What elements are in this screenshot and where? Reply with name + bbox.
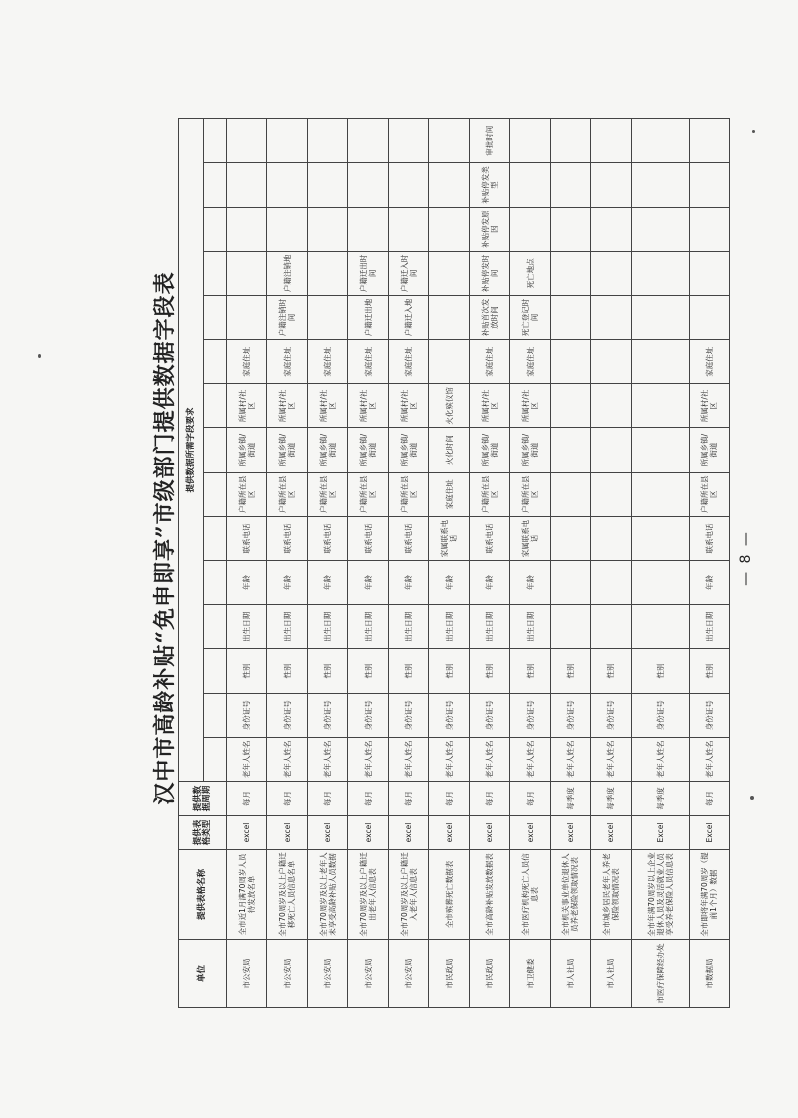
cell-field — [550, 605, 590, 649]
cell-period: 每月 — [510, 782, 550, 816]
cell-period: 每月 — [307, 782, 347, 816]
header-fields-group: 提供数据所需字段要求 — [179, 119, 204, 782]
cell-field: 出生日期 — [510, 605, 550, 649]
table-row — [429, 119, 469, 1008]
cell-period: 每月 — [388, 782, 428, 816]
cell-field — [591, 119, 631, 163]
cell-field — [227, 119, 267, 163]
cell-field: 户籍所在县区 — [689, 472, 730, 516]
cell-field: 所属乡镇/街道 — [267, 428, 307, 472]
cell-form-name: 全市70周岁及以上户籍迁入老年人信息表 — [388, 850, 428, 940]
cell-field: 户籍迁入时间 — [388, 251, 428, 295]
cell-field: 审批时间 — [469, 119, 509, 163]
cell-field — [631, 561, 689, 605]
cell-field: 所属乡镇/街道 — [469, 428, 509, 472]
cell-field: 所属乡镇/街道 — [348, 428, 388, 472]
cell-field — [307, 251, 347, 295]
cell-field — [550, 561, 590, 605]
table-row — [348, 119, 388, 1008]
cell-field — [550, 207, 590, 251]
cell-field: 户籍所在县区 — [510, 472, 550, 516]
cell-field: 家庭住址 — [689, 340, 730, 384]
cell-field — [307, 207, 347, 251]
scan-speck — [38, 354, 41, 358]
cell-field: 身份证号 — [550, 693, 590, 737]
header-blank — [204, 693, 227, 737]
cell-field: 火化殡仪馆 — [429, 384, 469, 428]
cell-field: 老年人姓名 — [689, 737, 730, 781]
cell-field: 死亡登记时间 — [510, 295, 550, 339]
cell-field — [550, 295, 590, 339]
cell-field: 户籍所在县区 — [348, 472, 388, 516]
cell-field: 家庭住址 — [267, 340, 307, 384]
cell-field: 户籍所在县区 — [388, 472, 428, 516]
cell-field — [591, 163, 631, 207]
cell-field: 家庭住址 — [429, 472, 469, 516]
cell-field — [510, 207, 550, 251]
cell-field: 出生日期 — [469, 605, 509, 649]
cell-field — [267, 207, 307, 251]
cell-field: 出生日期 — [689, 605, 730, 649]
cell-field: 性别 — [550, 649, 590, 693]
cell-form-type: Excel — [689, 816, 730, 850]
header-blank — [204, 605, 227, 649]
cell-field: 身份证号 — [348, 693, 388, 737]
cell-field: 性别 — [429, 649, 469, 693]
header-blank — [204, 428, 227, 472]
cell-form-type: Excel — [631, 816, 689, 850]
scan-speck — [752, 130, 755, 133]
cell-field: 年龄 — [227, 561, 267, 605]
table-row — [469, 119, 509, 1008]
header-blank — [204, 119, 227, 163]
cell-field: 联系电话 — [689, 516, 730, 560]
cell-field: 家庭住址 — [348, 340, 388, 384]
cell-field: 户籍所在县区 — [307, 472, 347, 516]
cell-field — [429, 251, 469, 295]
cell-field — [388, 207, 428, 251]
cell-field: 老年人姓名 — [348, 737, 388, 781]
header-blank — [204, 737, 227, 781]
cell-field — [550, 428, 590, 472]
cell-field: 所属村/社区 — [689, 384, 730, 428]
cell-field — [550, 251, 590, 295]
cell-field — [307, 295, 347, 339]
cell-field — [631, 384, 689, 428]
cell-field: 家庭住址 — [510, 340, 550, 384]
table-row — [267, 119, 307, 1008]
header-period: 提供数据周期 — [179, 782, 227, 816]
cell-field: 老年人姓名 — [388, 737, 428, 781]
header-blank — [204, 472, 227, 516]
header-blank — [204, 649, 227, 693]
header-blank — [204, 207, 227, 251]
cell-form-type: excel — [510, 816, 550, 850]
cell-field: 老年人姓名 — [591, 737, 631, 781]
cell-field: 所属村/社区 — [348, 384, 388, 428]
header-blank — [204, 251, 227, 295]
cell-field: 家庭住址 — [227, 340, 267, 384]
cell-form-type: excel — [388, 816, 428, 850]
cell-form-name: 全市高龄补贴发放数据表 — [469, 850, 509, 940]
cell-field: 户籍迁出时间 — [348, 251, 388, 295]
cell-unit: 市公安局 — [267, 940, 307, 1008]
cell-field — [631, 295, 689, 339]
cell-field: 身份证号 — [631, 693, 689, 737]
cell-field: 所属村/社区 — [267, 384, 307, 428]
cell-field — [348, 163, 388, 207]
cell-form-name: 全市殡葬死亡数据表 — [429, 850, 469, 940]
cell-field: 所属村/社区 — [469, 384, 509, 428]
cell-field — [689, 251, 730, 295]
cell-field: 性别 — [631, 649, 689, 693]
cell-field: 老年人姓名 — [510, 737, 550, 781]
scan-speck — [750, 796, 754, 800]
cell-field — [689, 207, 730, 251]
cell-form-type: excel — [550, 816, 590, 850]
cell-period: 每月 — [227, 782, 267, 816]
cell-field — [689, 163, 730, 207]
cell-field: 联系电话 — [388, 516, 428, 560]
cell-field — [591, 207, 631, 251]
table-row — [689, 119, 730, 1008]
cell-field: 性别 — [227, 649, 267, 693]
cell-field — [510, 119, 550, 163]
cell-field — [689, 119, 730, 163]
cell-field: 家属联系电话 — [429, 516, 469, 560]
cell-field: 户籍注销时间 — [267, 295, 307, 339]
cell-period: 每月 — [469, 782, 509, 816]
cell-field: 户籍所在县区 — [267, 472, 307, 516]
cell-field: 出生日期 — [307, 605, 347, 649]
cell-form-type: excel — [348, 816, 388, 850]
cell-form-type: excel — [307, 816, 347, 850]
cell-form-name: 全市年满70周岁以上企业退休人员及灵活就业人员享受养老保险人员信息表 — [631, 850, 689, 940]
cell-form-type: excel — [267, 816, 307, 850]
cell-field — [591, 428, 631, 472]
cell-field — [550, 516, 590, 560]
cell-field — [550, 384, 590, 428]
cell-field: 户籍所在县区 — [469, 472, 509, 516]
cell-form-type: excel — [591, 816, 631, 850]
cell-field: 所属乡镇/街道 — [689, 428, 730, 472]
cell-form-name: 全市即将年满70周岁（提前1个月）数据 — [689, 850, 730, 940]
cell-field: 家属联系电话 — [510, 516, 550, 560]
data-fields-table — [178, 118, 730, 1008]
cell-field: 所属村/社区 — [227, 384, 267, 428]
table-row — [631, 119, 689, 1008]
cell-field — [227, 163, 267, 207]
cell-field — [631, 340, 689, 384]
cell-field: 死亡地点 — [510, 251, 550, 295]
header-blank — [204, 384, 227, 428]
header-blank — [204, 516, 227, 560]
cell-field — [591, 384, 631, 428]
cell-field: 年龄 — [469, 561, 509, 605]
cell-field — [429, 207, 469, 251]
cell-unit: 市数据局 — [689, 940, 730, 1008]
table-row — [307, 119, 347, 1008]
header-form-name: 提供表格名称 — [179, 850, 227, 940]
cell-field: 性别 — [591, 649, 631, 693]
header-blank — [204, 561, 227, 605]
cell-field: 联系电话 — [469, 516, 509, 560]
cell-field: 补贴停发类型 — [469, 163, 509, 207]
cell-field: 老年人姓名 — [267, 737, 307, 781]
page-number: — 8 — — [738, 530, 754, 586]
cell-field: 联系电话 — [267, 516, 307, 560]
cell-field: 性别 — [510, 649, 550, 693]
cell-field — [307, 119, 347, 163]
cell-field: 老年人姓名 — [469, 737, 509, 781]
cell-field: 所属村/社区 — [510, 384, 550, 428]
cell-field — [429, 340, 469, 384]
cell-form-name: 全市城乡居民老年人养老保险领取情况表 — [591, 850, 631, 940]
cell-field: 身份证号 — [469, 693, 509, 737]
cell-field — [591, 472, 631, 516]
cell-field: 年龄 — [689, 561, 730, 605]
cell-form-name: 全市70周岁及以上户籍迁出老年人信息表 — [348, 850, 388, 940]
cell-unit: 市公安局 — [307, 940, 347, 1008]
cell-field — [429, 163, 469, 207]
cell-field: 联系电话 — [348, 516, 388, 560]
cell-field: 所属村/社区 — [307, 384, 347, 428]
cell-field: 年龄 — [307, 561, 347, 605]
cell-form-name: 全市近1月满70周岁人员待发放名单 — [227, 850, 267, 940]
cell-period: 每季度 — [591, 782, 631, 816]
cell-field: 性别 — [689, 649, 730, 693]
cell-field — [591, 295, 631, 339]
cell-form-name: 全市机关事业单位退休人员养老保险领取情况表 — [550, 850, 590, 940]
cell-unit: 市公安局 — [227, 940, 267, 1008]
cell-unit: 市人社局 — [591, 940, 631, 1008]
cell-form-name: 全市70周岁及以上户籍迁移死亡人员信息名单 — [267, 850, 307, 940]
cell-field: 性别 — [348, 649, 388, 693]
cell-period: 每月 — [348, 782, 388, 816]
cell-field: 年龄 — [388, 561, 428, 605]
cell-field — [631, 119, 689, 163]
cell-period: 每季度 — [550, 782, 590, 816]
cell-form-type: excel — [429, 816, 469, 850]
cell-field — [631, 516, 689, 560]
cell-field: 联系电话 — [307, 516, 347, 560]
cell-field — [307, 163, 347, 207]
cell-field: 老年人姓名 — [550, 737, 590, 781]
cell-field: 所属乡镇/街道 — [307, 428, 347, 472]
cell-field — [510, 163, 550, 207]
cell-form-name: 全市70周岁及以上老年人未享受高龄补贴人员数据 — [307, 850, 347, 940]
cell-field: 所属乡镇/街道 — [227, 428, 267, 472]
cell-field — [388, 163, 428, 207]
cell-field — [591, 340, 631, 384]
cell-field — [550, 119, 590, 163]
cell-field — [591, 605, 631, 649]
cell-field: 性别 — [388, 649, 428, 693]
cell-field: 所属乡镇/街道 — [510, 428, 550, 472]
cell-field: 出生日期 — [267, 605, 307, 649]
cell-field: 身份证号 — [388, 693, 428, 737]
cell-field: 所属村/社区 — [388, 384, 428, 428]
cell-unit: 市医疗保障经办处 — [631, 940, 689, 1008]
cell-unit: 市公安局 — [348, 940, 388, 1008]
cell-field: 性别 — [469, 649, 509, 693]
cell-field — [388, 119, 428, 163]
cell-field — [631, 207, 689, 251]
header-blank — [204, 295, 227, 339]
cell-period: 每月 — [267, 782, 307, 816]
cell-field — [227, 251, 267, 295]
table-row — [227, 119, 267, 1008]
cell-field: 补贴停发原因 — [469, 207, 509, 251]
cell-field: 老年人姓名 — [307, 737, 347, 781]
cell-field — [348, 207, 388, 251]
cell-field — [631, 605, 689, 649]
cell-field: 户籍注销地 — [267, 251, 307, 295]
cell-field: 年龄 — [348, 561, 388, 605]
cell-field — [631, 163, 689, 207]
cell-period: 每月 — [429, 782, 469, 816]
cell-unit: 市公安局 — [388, 940, 428, 1008]
cell-field — [550, 163, 590, 207]
cell-field: 户籍所在县区 — [227, 472, 267, 516]
cell-field: 出生日期 — [388, 605, 428, 649]
cell-field — [631, 472, 689, 516]
cell-field: 性别 — [267, 649, 307, 693]
cell-unit: 市人社局 — [550, 940, 590, 1008]
cell-unit: 市民政局 — [429, 940, 469, 1008]
cell-field — [348, 119, 388, 163]
cell-period: 每季度 — [631, 782, 689, 816]
cell-form-type: excel — [469, 816, 509, 850]
cell-field: 火化时间 — [429, 428, 469, 472]
table-row — [388, 119, 428, 1008]
cell-field — [591, 561, 631, 605]
cell-field: 出生日期 — [429, 605, 469, 649]
page-title: 汉中市高龄补贴“免申即享”市级部门提供数据字段表 — [152, 271, 178, 805]
cell-form-type: excel — [227, 816, 267, 850]
cell-field — [550, 472, 590, 516]
cell-field — [267, 163, 307, 207]
cell-field: 老年人姓名 — [631, 737, 689, 781]
cell-field — [631, 428, 689, 472]
header-form-type: 提供表格类型 — [179, 816, 227, 850]
cell-field: 年龄 — [510, 561, 550, 605]
cell-field: 补贴停发时间 — [469, 251, 509, 295]
cell-field — [227, 295, 267, 339]
cell-field — [591, 516, 631, 560]
cell-field: 身份证号 — [307, 693, 347, 737]
cell-field: 身份证号 — [429, 693, 469, 737]
header-blank — [204, 340, 227, 384]
cell-field: 老年人姓名 — [429, 737, 469, 781]
table-row — [591, 119, 631, 1008]
cell-field: 家庭住址 — [307, 340, 347, 384]
cell-field — [267, 119, 307, 163]
cell-field — [429, 119, 469, 163]
table-row — [510, 119, 550, 1008]
cell-unit: 市卫健委 — [510, 940, 550, 1008]
table-row — [550, 119, 590, 1008]
cell-field: 出生日期 — [348, 605, 388, 649]
cell-field: 出生日期 — [227, 605, 267, 649]
cell-field: 性别 — [307, 649, 347, 693]
cell-field: 补贴首次发放时间 — [469, 295, 509, 339]
cell-field: 身份证号 — [510, 693, 550, 737]
header-unit: 单位 — [179, 940, 227, 1008]
cell-period: 每月 — [689, 782, 730, 816]
cell-field — [429, 295, 469, 339]
header-blank — [204, 163, 227, 207]
cell-field: 身份证号 — [227, 693, 267, 737]
cell-form-name: 全市医疗机构死亡人员信息表 — [510, 850, 550, 940]
cell-field: 年龄 — [267, 561, 307, 605]
cell-field: 户籍迁出地 — [348, 295, 388, 339]
cell-field: 身份证号 — [591, 693, 631, 737]
cell-field — [227, 207, 267, 251]
cell-field: 家庭住址 — [469, 340, 509, 384]
cell-field: 身份证号 — [267, 693, 307, 737]
cell-field — [689, 295, 730, 339]
cell-field — [550, 340, 590, 384]
cell-field: 联系电话 — [227, 516, 267, 560]
cell-field: 老年人姓名 — [227, 737, 267, 781]
cell-field: 所属乡镇/街道 — [388, 428, 428, 472]
cell-field: 身份证号 — [689, 693, 730, 737]
cell-field — [631, 251, 689, 295]
cell-field: 年龄 — [429, 561, 469, 605]
cell-field — [591, 251, 631, 295]
cell-unit: 市民政局 — [469, 940, 509, 1008]
cell-field: 家庭住址 — [388, 340, 428, 384]
cell-field: 户籍迁入地 — [388, 295, 428, 339]
